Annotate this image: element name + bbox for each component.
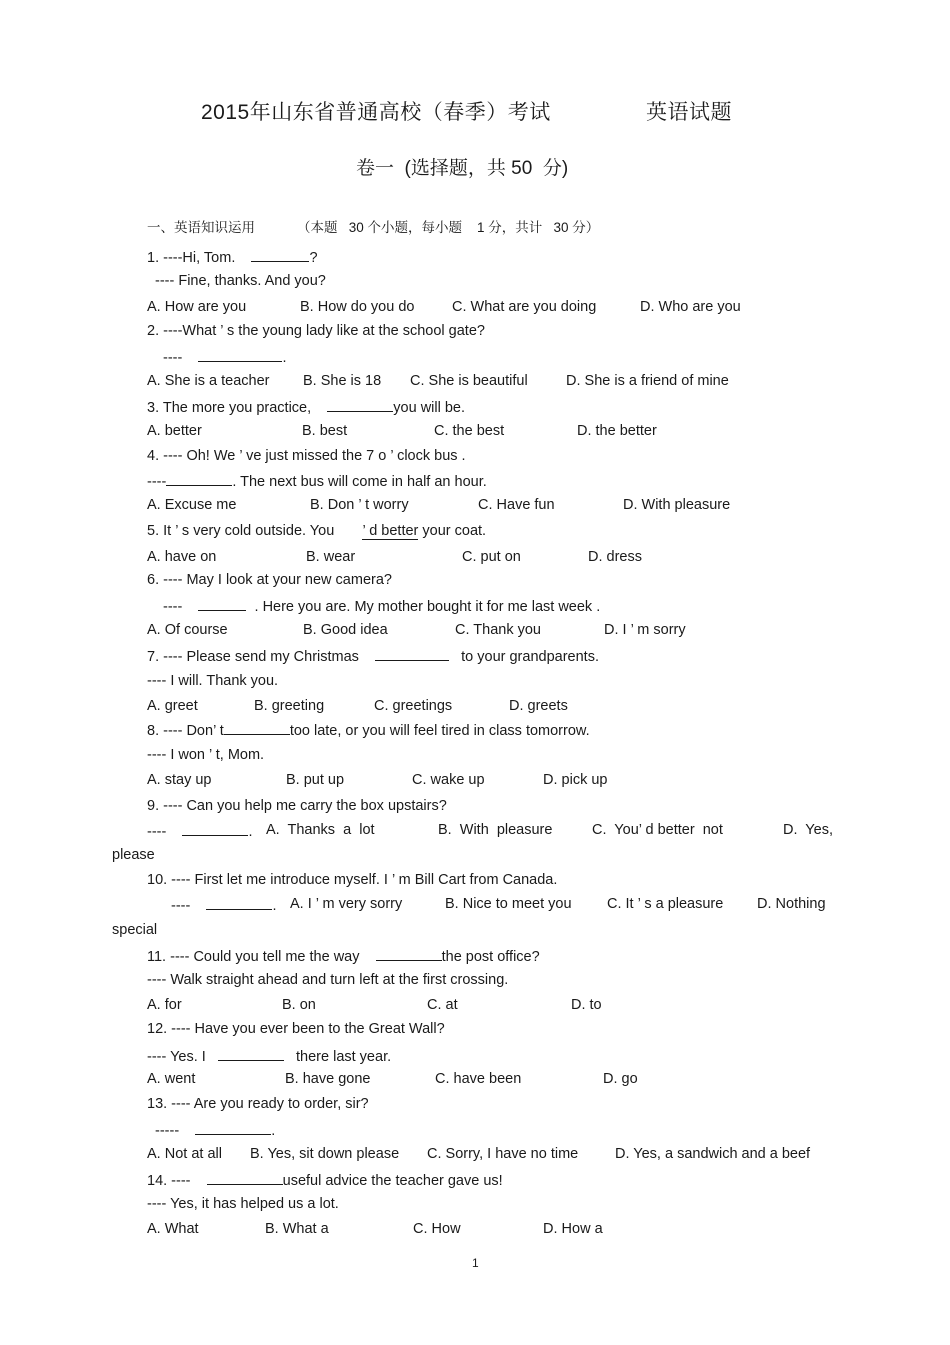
q10-stem: 10. ---- First let me introduce myself. I ’ m Bill Cart from Canada. [147, 872, 558, 888]
answer-blank [206, 895, 272, 910]
q7-option-a: A. greet [147, 698, 198, 714]
answer-blank [327, 397, 393, 412]
q8-option-a: A. stay up [147, 772, 212, 788]
q10-option-a: A. I ’ m very sorry [290, 896, 403, 912]
q1-option-d: D. Who are you [640, 299, 741, 315]
answer-blank: ’ d better [362, 523, 419, 539]
q6-option-d: D. I ’ m sorry [604, 622, 686, 638]
q2-option-a: A. She is a teacher [147, 373, 270, 389]
q4-reply: ---- . The next bus will come in half an hour. [147, 471, 487, 491]
q3-stem: 3. The more you practice, you will be. [147, 397, 465, 417]
q13-stem: 13. ---- Are you ready to order, sir? [147, 1096, 369, 1112]
q8-stem: 8. ---- Don’ t too late, or you will feel tired in class tomorrow. [147, 720, 590, 740]
q9-reply: ---- . [147, 821, 252, 841]
q12-option-c: C. have been [435, 1071, 522, 1087]
q9-option-b: B. With pleasure [438, 822, 553, 838]
q13-option-c: C. Sorry, I have no time [427, 1146, 579, 1162]
q5-option-d: D. dress [588, 549, 642, 565]
q13-reply: ----- . [155, 1120, 275, 1140]
q11-reply: ---- Walk straight ahead and turn left at the first crossing. [147, 972, 509, 988]
q2-option-c: C. She is beautiful [410, 373, 528, 389]
q2-reply: ---- . [163, 347, 286, 367]
q6-reply: ---- . Here you are. My mother bought it for me last week . [163, 596, 600, 616]
q1-reply: ---- Fine, thanks. And you? [155, 273, 326, 289]
q10-option-d: D. Nothing [757, 896, 826, 912]
q2-option-b: B. She is 18 [303, 373, 382, 389]
exam-subject: 英语试题 [646, 101, 732, 124]
q12-option-d: D. go [603, 1071, 638, 1087]
q10-option-c: C. It ’ s a pleasure [607, 896, 724, 912]
q2-stem: 2. ----What ’ s the young lady like at the school gate? [147, 323, 485, 339]
q5-stem: 5. It ’ s very cold outside. You ’ d better your coat. [147, 523, 487, 539]
q14-stem: 14. ---- useful advice the teacher gave us! [147, 1170, 503, 1190]
page-number: 1 [472, 1256, 479, 1270]
q13-option-a: A. Not at all [147, 1146, 222, 1162]
q9-option-d-wrap: please [112, 847, 155, 863]
q1-stem: 1. ----Hi, Tom. ? [147, 247, 318, 267]
q12-reply: ---- Yes. I there last year. [147, 1046, 391, 1066]
section-heading: 一、英语知识运用 [147, 220, 255, 235]
q8-reply: ---- I won ’ t, Mom. [147, 747, 265, 763]
q8-option-b: B. put up [286, 772, 345, 788]
q7-option-c: C. greetings [374, 698, 453, 714]
q4-option-a: A. Excuse me [147, 497, 237, 513]
q6-stem: 6. ---- May I look at your new camera? [147, 572, 392, 588]
q13-option-b: B. Yes, sit down please [250, 1146, 400, 1162]
q11-option-c: C. at [427, 997, 458, 1013]
q11-stem: 11. ---- Could you tell me the way the post office? [147, 946, 540, 966]
q12-stem: 12. ---- Have you ever been to the Great Wall? [147, 1021, 445, 1037]
answer-blank [195, 1120, 271, 1135]
q11-option-d: D. to [571, 997, 602, 1013]
q11-option-b: B. on [282, 997, 316, 1013]
answer-blank [218, 1046, 284, 1061]
q5-option-c: C. put on [462, 549, 521, 565]
q1-option-c: C. What are you doing [452, 299, 597, 315]
q7-option-d: D. greets [509, 698, 568, 714]
q14-option-b: B. What a [265, 1221, 329, 1237]
q3-option-c: C. the best [434, 423, 505, 439]
q1-option-a: A. How are you [147, 299, 247, 315]
q7-option-b: B. greeting [254, 698, 325, 714]
q14-option-d: D. How a [543, 1221, 603, 1237]
q4-option-d: D. With pleasure [623, 497, 731, 513]
q11-option-a: A. for [147, 997, 182, 1013]
answer-blank [376, 946, 442, 961]
q9-stem: 9. ---- Can you help me carry the box upstairs? [147, 798, 447, 814]
part-subtitle: 卷一 (选择题，共 50 分) [356, 158, 569, 179]
q13-option-d: D. Yes, a sandwich and a beef [615, 1146, 811, 1162]
answer-blank [375, 646, 449, 661]
q12-option-a: A. went [147, 1071, 196, 1087]
q8-option-d: D. pick up [543, 772, 608, 788]
q5-option-b: B. wear [306, 549, 356, 565]
q10-reply: ---- . [171, 895, 276, 915]
q7-stem: 7. ---- Please send my Christmas to your grandparents. [147, 646, 599, 666]
answer-blank [207, 1170, 283, 1185]
q6-option-a: A. Of course [147, 622, 228, 638]
q3-option-b: B. best [302, 423, 348, 439]
q8-option-c: C. wake up [412, 772, 485, 788]
answer-blank [224, 720, 290, 735]
section-note: （本题 30 个小题，每小题 1 分，共计 30 分） [297, 220, 600, 235]
q4-stem: 4. ---- Oh! We ’ ve just missed the 7 o ’ clock bus . [147, 448, 466, 464]
q10-option-b: B. Nice to meet you [445, 896, 572, 912]
q9-option-d: D. Yes, [783, 822, 833, 838]
answer-blank [166, 471, 232, 486]
q6-option-c: C. Thank you [455, 622, 541, 638]
q6-option-b: B. Good idea [303, 622, 388, 638]
answer-blank [182, 821, 248, 836]
answer-blank [198, 596, 246, 611]
q2-option-d: D. She is a friend of mine [566, 373, 729, 389]
exam-title: 2015年山东省普通高校（春季）考试 [201, 101, 551, 124]
q14-reply: ---- Yes, it has helped us a lot. [147, 1196, 339, 1212]
q14-option-c: C. How [413, 1221, 461, 1237]
q10-option-d-wrap: special [112, 922, 158, 938]
q1-option-b: B. How do you do [300, 299, 415, 315]
q12-option-b: B. have gone [285, 1071, 371, 1087]
q7-reply: ---- I will. Thank you. [147, 673, 279, 689]
q9-option-a: A. Thanks a lot [266, 822, 375, 838]
q14-option-a: A. What [147, 1221, 199, 1237]
q3-option-a: A. better [147, 423, 202, 439]
q3-option-d: D. the better [577, 423, 657, 439]
q5-option-a: A. have on [147, 549, 217, 565]
answer-blank [198, 347, 282, 362]
answer-blank [251, 247, 309, 262]
q9-option-c: C. You’ d better not [592, 822, 723, 838]
q4-option-b: B. Don ’ t worry [310, 497, 409, 513]
q4-option-c: C. Have fun [478, 497, 555, 513]
